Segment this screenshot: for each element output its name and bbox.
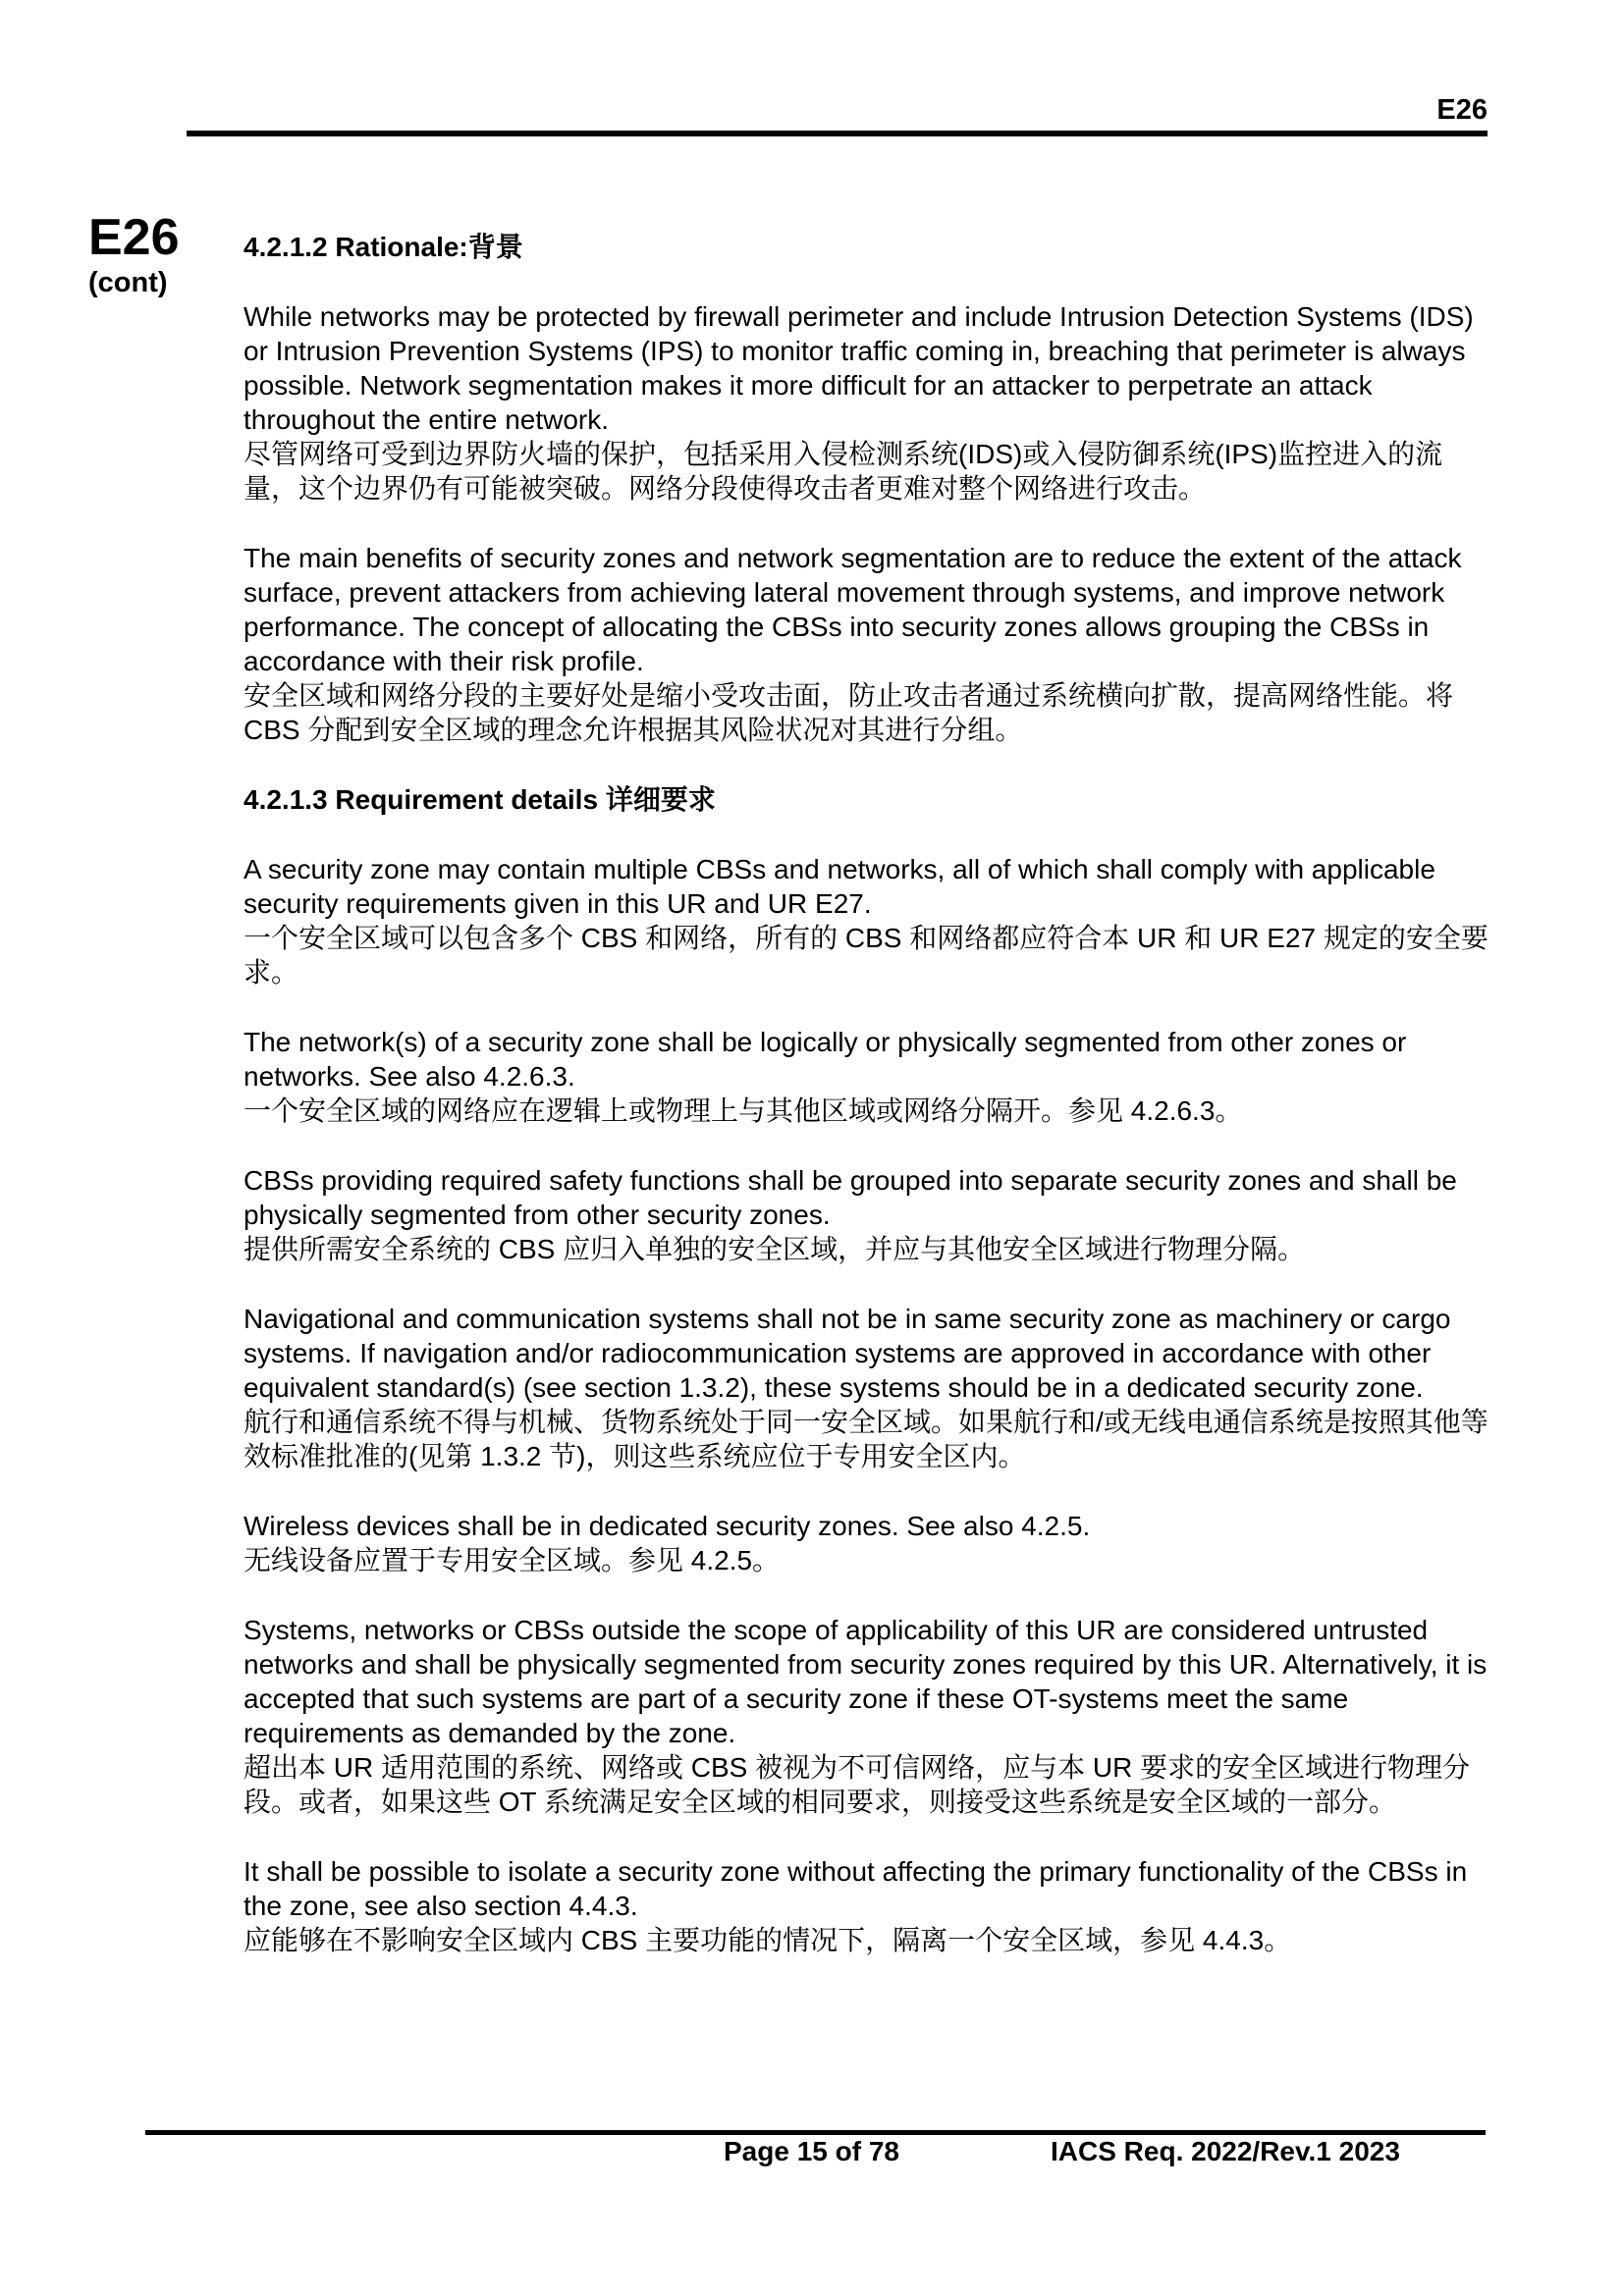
footer-document-reference: IACS Req. 2022/Rev.1 2023 bbox=[1051, 2136, 1400, 2166]
paragraph-1-english: While networks may be protected by firewall perimeter and include Intrusion Detection Systems (IDS) or Intrusion Prevention Systems (IPS) to monitor traffic coming in, breaching that perimeter is always possible. Network segmentation makes it more difficult for an attacker to perpetrate an attack throughout the entire network. bbox=[243, 301, 1474, 435]
paragraph-2-english: The main benefits of security zones and network segmentation are to reduce the extent of the attack surface, prevent attackers from achieving lateral movement through systems, and improve network performance. The concept of allocating the CBSs into security zones allows grouping the CBSs in accordance with their risk profile. bbox=[243, 543, 1462, 676]
section-heading-rationale: 4.2.1.2 Rationale:背景 bbox=[243, 232, 523, 262]
paragraph-8-english: Systems, networks or CBSs outside the scope of applicability of this UR are considered untrusted networks and shall be physically segmented from security zones required by this UR. Alternatively, it is accepted that such systems are part of a security zone if these OT-systems meet the same requirements as demanded by the zone. bbox=[243, 1615, 1488, 1748]
header-divider bbox=[187, 131, 1488, 136]
main-content bbox=[243, 230, 1490, 1993]
paragraph-1-chinese: 尽管网络可受到边界防火墙的保护，包括采用入侵检测系统(IDS)或入侵防御系统(IPS)监控进入的流量，这个边界仍有可能被突破。网络分段使得攻击者更难对整个网络进行攻击。 bbox=[243, 439, 1443, 504]
paragraph-2-chinese: 安全区域和网络分段的主要好处是缩小受攻击面，防止攻击者通过系统横向扩散，提高网络性能。将 CBS 分配到安全区域的理念允许根据其风险状况对其进行分组。 bbox=[243, 680, 1454, 745]
paragraph-4-english: The network(s) of a security zone shall be logically or physically segmented from other zones or networks. See also 4.2.6.3. bbox=[243, 1027, 1407, 1092]
paragraph-5 bbox=[243, 1163, 1490, 1266]
paragraph-6-chinese: 航行和通信系统不得与机械、货物系统处于同一安全区域。如果航行和/或无线电通信系统是按照其他等效标准批准的(见第 1.3.2 节)，则这些系统应位于专用安全区内。 bbox=[243, 1407, 1488, 1471]
footer-divider bbox=[145, 2130, 1486, 2135]
paragraph-7-chinese: 无线设备应置于专用安全区域。参见 4.2.5。 bbox=[243, 1545, 781, 1575]
paragraph-8 bbox=[243, 1613, 1490, 1819]
paragraph-6 bbox=[243, 1302, 1490, 1473]
paragraph-3-chinese: 一个安全区域可以包含多个 CBS 和网络，所有的 CBS 和网络都应符合本 UR 和 UR E27 规定的安全要求。 bbox=[243, 923, 1488, 988]
paragraph-3-english: A security zone may contain multiple CBSs and networks, all of which shall comply with applicable security requirements given in this UR and UR E27. bbox=[243, 854, 1435, 919]
paragraph-5-english: CBSs providing required safety functions shall be grouped into separate security zones and shall be physically segmented from other security zones. bbox=[243, 1165, 1457, 1230]
paragraph-9-chinese: 应能够在不影响安全区域内 CBS 主要功能的情况下，隔离一个安全区域，参见 4.4.3。 bbox=[243, 1925, 1292, 1955]
paragraph-7 bbox=[243, 1509, 1490, 1577]
paragraph-4-chinese: 一个安全区域的网络应在逻辑上或物理上与其他区域或网络分隔开。参见 4.2.6.3。 bbox=[243, 1095, 1243, 1126]
paragraph-8-chinese: 超出本 UR 适用范围的系统、网络或 CBS 被视为不可信网络，应与本 UR 要求的安全区域进行物理分段。或者，如果这些 OT 系统满足安全区域的相同要求，则接受这些系统是安全区域的一部分。 bbox=[243, 1752, 1471, 1817]
paragraph-3 bbox=[243, 852, 1490, 989]
paragraph-1 bbox=[243, 299, 1490, 506]
paragraph-9-english: It shall be possible to isolate a security zone without affecting the primary functionality of the CBSs in the zone, see also section 4.4.3. bbox=[243, 1856, 1468, 1921]
paragraph-9 bbox=[243, 1854, 1490, 1957]
header-document-code: E26 bbox=[1436, 94, 1488, 126]
section-heading-requirement-details: 4.2.1.3 Requirement details 详细要求 bbox=[243, 784, 716, 815]
paragraph-6-english: Navigational and communication systems shall not be in same security zone as machinery or cargo systems. If navigation and/or radiocommunication systems are approved in accordance with other equivalent standard(s) (see section 1.3.2), these systems should be in a dedicated security zone. bbox=[243, 1304, 1451, 1403]
paragraph-4 bbox=[243, 1025, 1490, 1128]
side-continued-label: (cont) bbox=[88, 267, 168, 298]
paragraph-5-chinese: 提供所需安全系统的 CBS 应归入单独的安全区域，并应与其他安全区域进行物理分隔。 bbox=[243, 1234, 1306, 1264]
paragraph-7-english: Wireless devices shall be in dedicated security zones. See also 4.2.5. bbox=[243, 1511, 1091, 1541]
side-document-code: E26 bbox=[88, 209, 180, 266]
paragraph-2 bbox=[243, 541, 1490, 747]
footer-page-number: Page 15 of 78 bbox=[724, 2136, 899, 2166]
